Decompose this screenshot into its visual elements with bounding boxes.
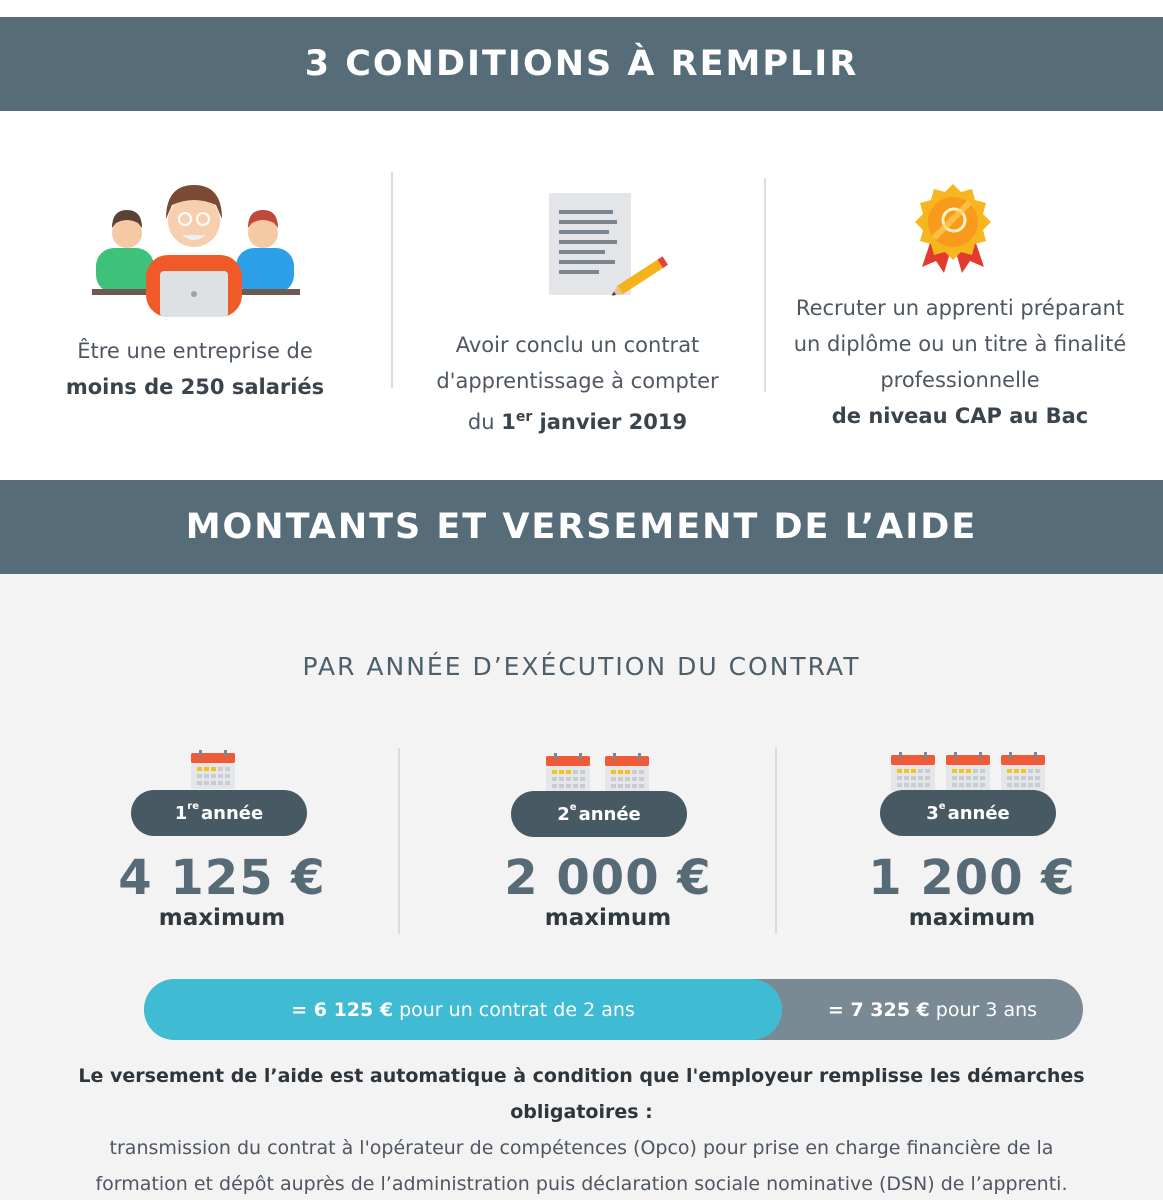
calendar-icon [945,752,991,792]
amounts-subtitle: PAR ANNÉE D’EXÉCUTION DU CONTRAT [302,652,861,681]
total-2-years: = 6 125 € pour un contrat de 2 ans [144,979,782,1040]
calendar-icon [890,752,936,792]
year-2-max: maximum [544,905,672,931]
year-2-pill: 2 $^e$ année [511,791,687,837]
year-1-amount: 4 125 € [118,850,326,906]
payment-note-bold: Le versement de l’aide est automatique à condition que l'employeur remplisse les démarches obligatoires : [78,1065,1085,1123]
payment-note-line3: formation et dépôt auprès de l’administration puis déclaration sociale nominative (DSN) de l’apprenti. [95,1173,1068,1195]
year-1-max: maximum [158,905,286,931]
calendar-icon [545,753,591,793]
amounts-header [0,480,1163,574]
divider [775,748,777,934]
people-at-laptop-icon [90,183,302,318]
year-1-pill: 1 $^{re}$ année [131,790,307,836]
conditions-header [0,17,1163,111]
calendar-icon [604,753,650,793]
divider [398,748,400,934]
divider [764,178,766,392]
condition-diploma-level: Recruter un apprenti préparant un diplôme ou un titre à finalité professionnelle de niveau CAP au Bac [793,296,1127,428]
totals-bar [144,979,1083,1040]
divider [391,172,393,388]
contract-document-icon [548,192,672,298]
condition-bold: moins de 250 salariés [65,375,325,399]
condition-bold: de niveau CAP au Bac [831,404,1089,428]
year-3-pill: 3 $^e$ année [880,790,1056,836]
award-medal-icon [914,183,992,275]
year-3-max: maximum [908,905,1036,931]
payment-note-line2: transmission du contrat à l'opérateur de compétences (Opco) pour prise en charge financière de la [109,1137,1054,1159]
amounts-title: MONTANTS ET VERSEMENT DE L’AIDE [185,507,978,547]
total-3-years: = 7 325 € pour 3 ans [827,998,1038,1021]
year-2-amount: 2 000 € [504,850,712,906]
condition-contract-date: Avoir conclu un contrat d'apprentissage à compter du 1er janvier 2019 [436,333,719,434]
calendar-icon [1000,752,1046,792]
calendar-icon [190,750,236,790]
payment-note [20,1058,1143,1200]
conditions-title: 3 CONDITIONS À REMPLIR [304,44,859,84]
year-3-amount: 1 200 € [868,850,1076,906]
condition-company-size: Être une entreprise de moins de 250 salariés [65,339,325,399]
